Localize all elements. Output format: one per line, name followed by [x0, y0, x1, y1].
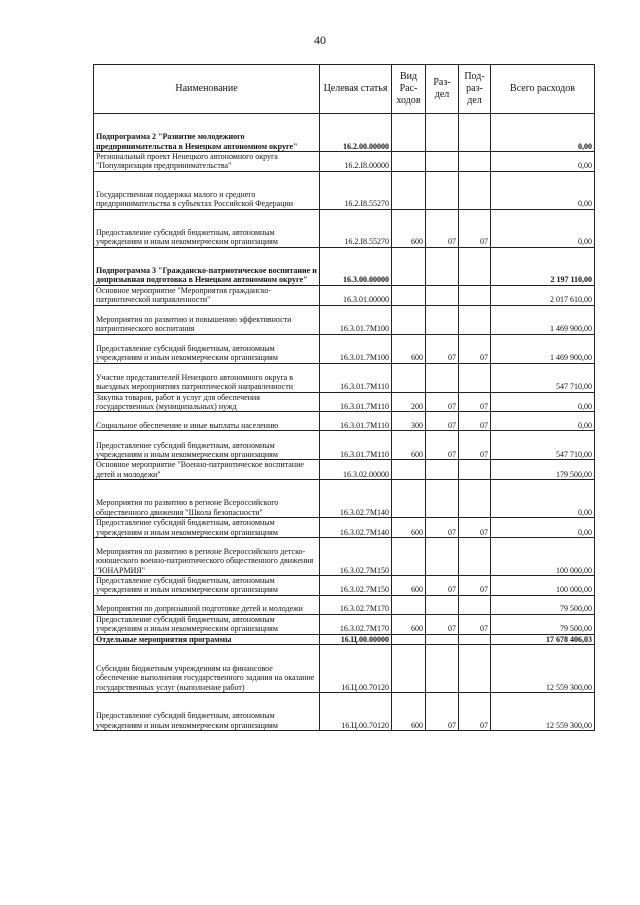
- row-name-cell: Основное мероприятие "Военно-патриотическое воспитание детей и молодежи": [94, 460, 320, 480]
- row-section-cell: 07: [426, 431, 459, 460]
- row-subsection-cell: [459, 595, 491, 614]
- table-row: [94, 614, 595, 634]
- header-name: Наименование: [94, 65, 320, 114]
- row-target-code-cell: 16.3.01.7М110: [320, 412, 392, 431]
- row-subsection-cell: 07: [459, 518, 491, 538]
- row-name-cell: Предоставление субсидий бюджетным, автономным учреждениям и иным некоммерческим организациям: [94, 693, 320, 731]
- row-subsection-cell: [459, 152, 491, 172]
- row-total-cell: 0,00: [491, 209, 595, 247]
- table-row: [94, 576, 595, 596]
- row-target-code-cell: 16.2.I8.00000: [320, 152, 392, 172]
- row-subsection-cell: 07: [459, 209, 491, 247]
- table-row: [94, 305, 595, 334]
- row-section-cell: [426, 114, 459, 152]
- row-total-cell: 0,00: [491, 171, 595, 209]
- row-name-cell: Социальное обеспечение и иные выплаты населению: [94, 412, 320, 431]
- row-expense-type-cell: 600: [392, 209, 426, 247]
- table-row: [94, 247, 595, 285]
- header-total: Всего расходов: [491, 65, 595, 114]
- row-total-cell: 0,00: [491, 392, 595, 412]
- row-section-cell: [426, 480, 459, 518]
- row-total-cell: 17 678 406,03: [491, 634, 595, 644]
- row-total-cell: 0,00: [491, 412, 595, 431]
- row-subsection-cell: [459, 634, 491, 644]
- row-total-cell: 179 500,00: [491, 460, 595, 480]
- row-target-code-cell: 16.3.01.7М110: [320, 392, 392, 412]
- table-row: [94, 595, 595, 614]
- row-target-code-cell: 16.3.01.7М100: [320, 334, 392, 363]
- row-subsection-cell: [459, 171, 491, 209]
- row-expense-type-cell: [392, 363, 426, 392]
- row-expense-type-cell: [392, 305, 426, 334]
- row-expense-type-cell: 300: [392, 412, 426, 431]
- row-expense-type-cell: [392, 152, 426, 172]
- row-section-cell: [426, 460, 459, 480]
- row-target-code-cell: 16.2.I8.55270: [320, 209, 392, 247]
- row-total-cell: 0,00: [491, 152, 595, 172]
- row-total-cell: 0,00: [491, 480, 595, 518]
- row-target-code-cell: 16.3.02.7М170: [320, 614, 392, 634]
- row-name-cell: Региональный проект Ненецкого автономного округа "Популяризация предпринимательства": [94, 152, 320, 172]
- row-total-cell: 547 710,00: [491, 363, 595, 392]
- row-expense-type-cell: 600: [392, 431, 426, 460]
- table-row: [94, 392, 595, 412]
- row-subsection-cell: [459, 305, 491, 334]
- row-name-cell: Предоставление субсидий бюджетным, автономным учреждениям и иным некоммерческим организациям: [94, 518, 320, 538]
- table-row: [94, 171, 595, 209]
- row-target-code-cell: 16.3.00.00000: [320, 247, 392, 285]
- row-total-cell: 12 559 300,00: [491, 693, 595, 731]
- row-section-cell: 07: [426, 614, 459, 634]
- row-expense-type-cell: [392, 171, 426, 209]
- row-subsection-cell: 07: [459, 431, 491, 460]
- row-section-cell: [426, 538, 459, 576]
- row-subsection-cell: 07: [459, 412, 491, 431]
- row-section-cell: [426, 171, 459, 209]
- row-name-cell: Мероприятия по развитию в регионе Всероссийского общественного движения "Школа безопасности": [94, 480, 320, 518]
- table-row: [94, 538, 595, 576]
- row-name-cell: Предоставление субсидий бюджетным, автономным учреждениям и иным некоммерческим организациям: [94, 614, 320, 634]
- table-row: [94, 152, 595, 172]
- row-subsection-cell: [459, 285, 491, 305]
- row-subsection-cell: 07: [459, 392, 491, 412]
- row-total-cell: 0,00: [491, 518, 595, 538]
- row-name-cell: Предоставление субсидий бюджетным, автономным учреждениям и иным некоммерческим организациям: [94, 334, 320, 363]
- row-section-cell: 07: [426, 518, 459, 538]
- table-row: [94, 363, 595, 392]
- row-name-cell: Предоставление субсидий бюджетным, автономным учреждениям и иным некоммерческим организациям: [94, 431, 320, 460]
- row-expense-type-cell: [392, 460, 426, 480]
- row-target-code-cell: 16.3.01.7М110: [320, 363, 392, 392]
- row-target-code-cell: 16.3.02.00000: [320, 460, 392, 480]
- row-total-cell: 12 559 300,00: [491, 645, 595, 693]
- row-subsection-cell: 07: [459, 576, 491, 596]
- row-section-cell: [426, 305, 459, 334]
- table-row: [94, 412, 595, 431]
- table-row: [94, 693, 595, 731]
- row-section-cell: 07: [426, 693, 459, 731]
- row-name-cell: Подпрограмма 2 "Развитие молодежного предпринимательства в Ненецком автономном округе": [94, 114, 320, 152]
- table-row: [94, 209, 595, 247]
- row-section-cell: 07: [426, 334, 459, 363]
- row-section-cell: 07: [426, 209, 459, 247]
- row-total-cell: 547 710,00: [491, 431, 595, 460]
- table-row: [94, 285, 595, 305]
- table-header-row: [94, 65, 595, 114]
- row-expense-type-cell: [392, 595, 426, 614]
- row-name-cell: Закупка товаров, работ и услуг для обеспечения государственных (муниципальных) нужд: [94, 392, 320, 412]
- row-subsection-cell: [459, 480, 491, 518]
- header-target-code: Целевая статья: [320, 65, 392, 114]
- header-subsection: Под- раз- дел: [459, 65, 491, 114]
- row-target-code-cell: 16.2.I8.55270: [320, 171, 392, 209]
- row-name-cell: Предоставление субсидий бюджетным, автономным учреждениям и иным некоммерческим организациям: [94, 576, 320, 596]
- row-name-cell: Мероприятия по развитию в регионе Всероссийского детско-юношеского военно-патриотического общественного движения "ЮНАРМИЯ": [94, 538, 320, 576]
- row-name-cell: Предоставление субсидий бюджетным, автономным учреждениям и иным некоммерческим организациям: [94, 209, 320, 247]
- row-target-code-cell: 16.3.01.00000: [320, 285, 392, 305]
- row-target-code-cell: 16.3.01.7М100: [320, 305, 392, 334]
- row-total-cell: 2 017 610,00: [491, 285, 595, 305]
- row-total-cell: 2 197 110,00: [491, 247, 595, 285]
- row-subsection-cell: [459, 114, 491, 152]
- header-section: Раз- дел: [426, 65, 459, 114]
- table-row: [94, 431, 595, 460]
- row-expense-type-cell: 600: [392, 518, 426, 538]
- row-expense-type-cell: 600: [392, 614, 426, 634]
- row-subsection-cell: 07: [459, 614, 491, 634]
- row-name-cell: Основное мероприятие "Мероприятия гражданско-патриотической направленности": [94, 285, 320, 305]
- row-name-cell: Мероприятия по допризывной подготовке детей и молодежи: [94, 595, 320, 614]
- row-target-code-cell: 16.3.02.7М140: [320, 480, 392, 518]
- row-section-cell: [426, 363, 459, 392]
- row-subsection-cell: 07: [459, 693, 491, 731]
- row-name-cell: Мероприятия по развитию и повышению эффективности патриотического воспитания: [94, 305, 320, 334]
- table-row: [94, 645, 595, 693]
- row-subsection-cell: [459, 363, 491, 392]
- row-target-code-cell: 16.2.00.00000: [320, 114, 392, 152]
- row-target-code-cell: 16.3.01.7М110: [320, 431, 392, 460]
- row-section-cell: 07: [426, 412, 459, 431]
- page-number: 40: [314, 33, 326, 47]
- row-target-code-cell: 16.3.02.7М150: [320, 576, 392, 596]
- row-name-cell: Подпрограмма 3 "Гражданско-патриотическое воспитание и допризывная подготовка в Ненецком автономном округе": [94, 247, 320, 285]
- table-row: [94, 518, 595, 538]
- row-section-cell: 07: [426, 392, 459, 412]
- table-row: [94, 114, 595, 152]
- row-section-cell: 07: [426, 576, 459, 596]
- row-expense-type-cell: [392, 114, 426, 152]
- table-row: [94, 460, 595, 480]
- row-target-code-cell: 16.3.02.7М150: [320, 538, 392, 576]
- row-total-cell: 100 000,00: [491, 576, 595, 596]
- row-target-code-cell: 16.Ц.00.70120: [320, 693, 392, 731]
- row-section-cell: [426, 645, 459, 693]
- table-row: [94, 634, 595, 644]
- row-expense-type-cell: 200: [392, 392, 426, 412]
- row-total-cell: 100 000,00: [491, 538, 595, 576]
- row-subsection-cell: [459, 538, 491, 576]
- row-section-cell: [426, 247, 459, 285]
- row-total-cell: 1 469 900,00: [491, 334, 595, 363]
- row-expense-type-cell: [392, 285, 426, 305]
- row-name-cell: Участие представителей Ненецкого автономного округа в выездных мероприятиях патриотической направленности: [94, 363, 320, 392]
- row-section-cell: [426, 152, 459, 172]
- row-subsection-cell: 07: [459, 334, 491, 363]
- row-subsection-cell: [459, 645, 491, 693]
- row-total-cell: 79 500,00: [491, 614, 595, 634]
- row-total-cell: 1 469 900,00: [491, 305, 595, 334]
- row-expense-type-cell: [392, 634, 426, 644]
- row-expense-type-cell: [392, 247, 426, 285]
- row-expense-type-cell: [392, 645, 426, 693]
- row-target-code-cell: 16.Ц.00.00000: [320, 634, 392, 644]
- row-expense-type-cell: [392, 480, 426, 518]
- header-expense-type: Вид Рас- ходов: [392, 65, 426, 114]
- row-total-cell: 0,00: [491, 114, 595, 152]
- row-target-code-cell: 16.3.02.7М140: [320, 518, 392, 538]
- row-expense-type-cell: 600: [392, 334, 426, 363]
- row-expense-type-cell: [392, 538, 426, 576]
- row-section-cell: [426, 285, 459, 305]
- row-subsection-cell: [459, 460, 491, 480]
- table-row: [94, 480, 595, 518]
- row-expense-type-cell: 600: [392, 693, 426, 731]
- row-name-cell: Государственная поддержка малого и среднего предпринимательства в субъектах Российской Федерации: [94, 171, 320, 209]
- budget-table: [93, 64, 595, 731]
- row-total-cell: 79 500,00: [491, 595, 595, 614]
- row-name-cell: Субсидии бюджетным учреждениям на финансовое обеспечение выполнения государственного задания на оказание государственных услуг (выполнение работ): [94, 645, 320, 693]
- row-target-code-cell: 16.Ц.00.70120: [320, 645, 392, 693]
- row-name-cell: Отдельные мероприятия программы: [94, 634, 320, 644]
- row-subsection-cell: [459, 247, 491, 285]
- table-row: [94, 334, 595, 363]
- row-section-cell: [426, 634, 459, 644]
- row-section-cell: [426, 595, 459, 614]
- row-target-code-cell: 16.3.02.7М170: [320, 595, 392, 614]
- row-expense-type-cell: 600: [392, 576, 426, 596]
